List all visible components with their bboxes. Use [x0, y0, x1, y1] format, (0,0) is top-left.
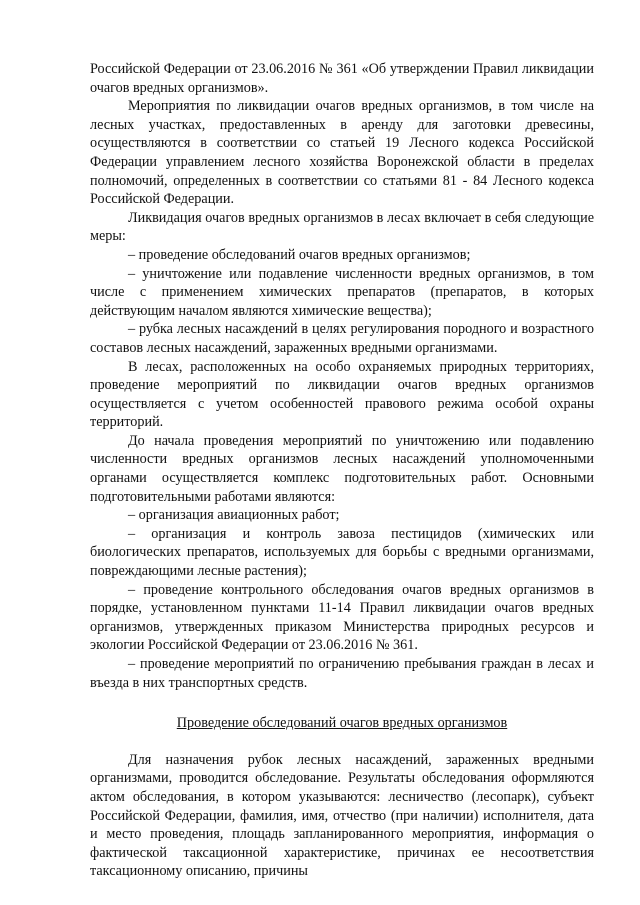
list-item-pesticides: – организация и контроль завоза пестицидов (химических или биологических препаратов, используемых для борьбы с вредными организмами, повреждающими лесные растения); [90, 525, 594, 580]
list-item-destruction: – уничтожение или подавление численности вредных организмов, в том числе с применением химических препаратов (препаратов, в которых действующим началом являются химические вещества); [90, 265, 594, 319]
list-item-surveys: – проведение обследований очагов вредных организмов; [128, 246, 471, 263]
paragraph-protected-areas: В лесах, расположенных на особо охраняемых природных территориях, проведение мероприятий по ликвидации очагов вредных организмов осуществляется с учетом особенностей правового режима особой охраны территорий. [90, 358, 594, 431]
list-item-aviation: – организация авиационных работ; [128, 507, 340, 524]
paragraph-measures-intro: Ликвидация очагов вредных организмов в лесах включает в себя следующие меры: [90, 209, 594, 245]
section-heading: Проведение обследований очагов вредных организмов [176, 715, 508, 732]
list-item-felling: – рубка лесных насаждений в целях регулирования породного и возрастного составов лесных насаждений, зараженных вредными организмами. [90, 321, 594, 356]
list-item-access-restriction: – проведение мероприятий по ограничению пребывания граждан в лесах и въезда в них транспортных средств. [90, 656, 594, 691]
paragraph-measures-basis: Мероприятия по ликвидации очагов вредных организмов, в том числе на лесных участках, предоставленных в аренду для заготовки древесины, осуществляются в соответствии со статьей 19 Лесного кодекса Российской Федерации управлением лесного хозяйства Воронежской области в пределах полномочий, определенных в соответствии со статьями 81 - 84 Лесного кодекса Российской Федерации. [90, 98, 594, 208]
paragraph-survey-act: Для назначения рубок лесных насаждений, зараженных вредными организмами, проводится обследование. Результаты обследования оформляются актом обследования, в котором указываются: лесничество (лесопарк), субъект Российской Федерации, фамилия, имя, отчество (при наличии) исполнителя, дата и место проведения, площадь запланированного мероприятия, информация о фактической таксационной характеристике, причинах ее несоответствия таксационному описанию, причины [90, 751, 594, 880]
paragraph-preparatory-works: До начала проведения мероприятий по уничтожению или подавлению численности вредных организмов лесных насаждений уполномоченными органами осуществляется комплекс подготовительных работ. Основными подготовительными работами являются: [90, 432, 594, 505]
paragraph-continuation: Российской Федерации от 23.06.2016 № 361 «Об утверждении Правил ликвидации очагов вредных организмов». [90, 61, 594, 96]
list-item-control-survey: – проведение контрольного обследования очагов вредных организмов в порядке, установленном пунктами 11-14 Правил ликвидации очагов вредных организмов, утвержденных приказом Министерства природных ресурсов и экологии Российской Федерации от 23.06.2016 № 361. [90, 581, 594, 654]
